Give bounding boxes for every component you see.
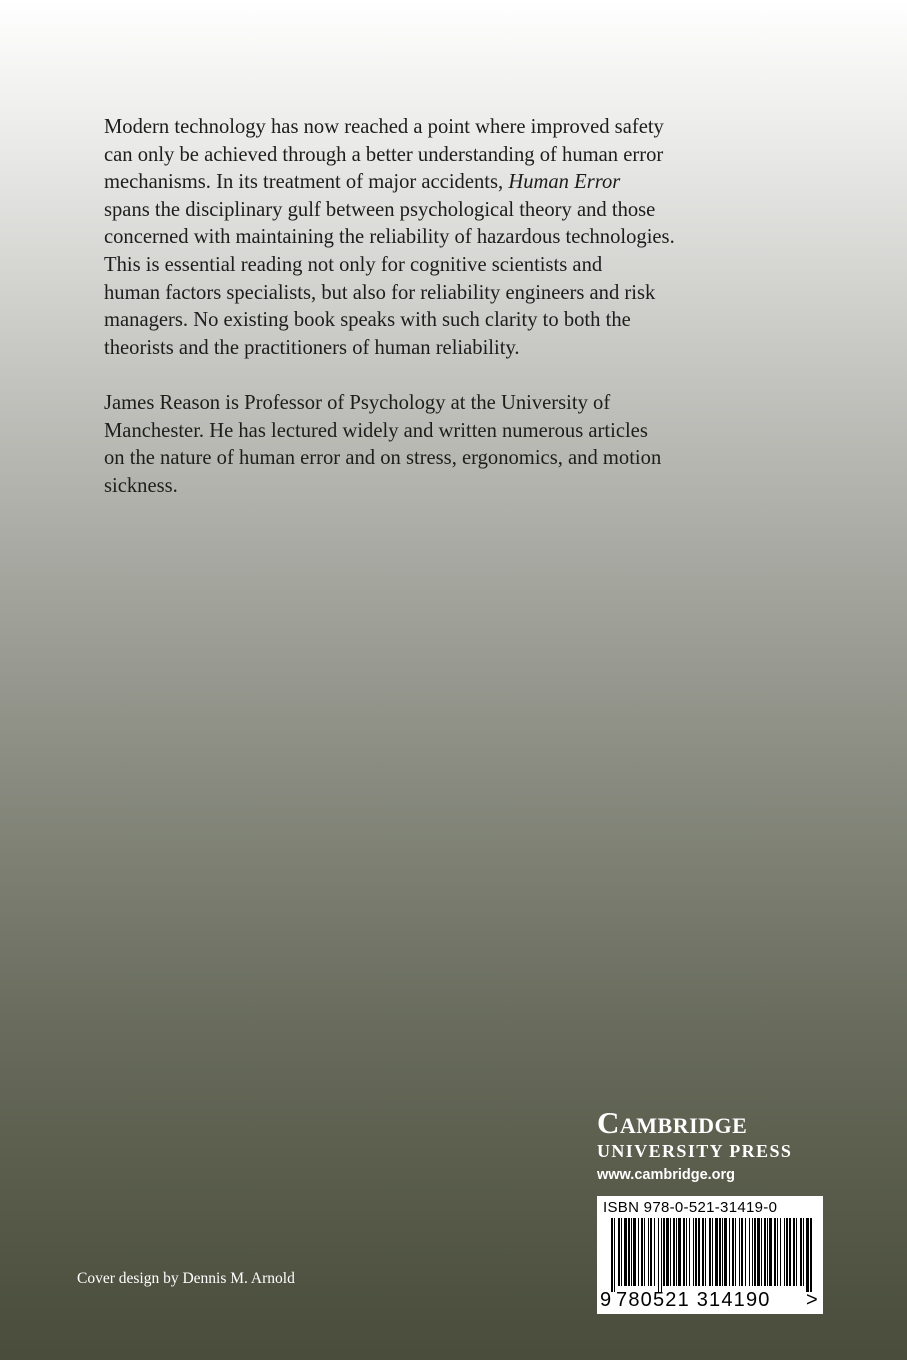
barcode-bar: [673, 1218, 675, 1286]
barcode-bar: [806, 1218, 809, 1292]
book-title: Human Error: [508, 171, 621, 194]
barcode-bar: [661, 1218, 662, 1292]
barcode-bar: [739, 1218, 740, 1286]
blurb-line: theorists and the practitioners of human reliability.: [104, 336, 520, 359]
publisher-name: Cambridge: [597, 1105, 748, 1140]
barcode-bar: [686, 1218, 687, 1286]
publisher-url: www.cambridge.org: [597, 1167, 736, 1183]
barcode-bar: [631, 1218, 632, 1286]
barcode-bar: [784, 1218, 785, 1286]
barcode-bar: [757, 1218, 760, 1286]
bio-line: Manchester. He has lectured widely and written numerous articles: [104, 419, 648, 442]
barcode-bar: [670, 1218, 671, 1286]
barcode-bar: [650, 1218, 652, 1286]
barcode-bar: [800, 1218, 802, 1286]
barcode-bar: [719, 1218, 721, 1286]
blurb-line: concerned with maintaining the reliability of hazardous technologies.: [104, 226, 675, 249]
ean-first-digit: 9: [600, 1289, 612, 1311]
barcode-bar: [745, 1218, 746, 1286]
author-bio: [104, 390, 784, 500]
barcode-bar: [777, 1218, 778, 1286]
barcode-bar: [648, 1218, 649, 1286]
barcode-bar: [678, 1218, 681, 1286]
barcode-bar: [624, 1218, 627, 1286]
barcode-bar: [654, 1218, 655, 1286]
blurb-line: managers. No existing book speaks with such clarity to both the: [104, 309, 631, 332]
barcode-bar: [644, 1218, 645, 1286]
bio-line: on the nature of human error and on stress, ergonomics, and motion: [104, 447, 662, 470]
barcode-bar: [724, 1218, 727, 1286]
publisher-logo: [597, 1106, 827, 1186]
barcode-bar: [786, 1218, 788, 1286]
barcode-bar: [705, 1218, 706, 1286]
book-description: [104, 114, 784, 362]
barcode-bar: [689, 1218, 690, 1286]
barcode-bar: [663, 1218, 665, 1286]
barcode-bar: [715, 1218, 718, 1286]
blurb-line: human factors specialists, but also for reliability engineers and risk: [104, 281, 656, 304]
barcode-bar: [761, 1218, 762, 1286]
barcode-bar: [789, 1218, 791, 1286]
barcode-bar: [722, 1218, 723, 1286]
bio-line: sickness.: [104, 474, 178, 497]
barcode-bar: [618, 1218, 620, 1286]
blurb-line: spans the disciplinary gulf between psychological theory and those: [104, 198, 656, 221]
barcode-bar: [796, 1218, 797, 1286]
barcode-bar: [793, 1218, 795, 1286]
blurb-line: Modern technology has now reached a point where improved safety: [104, 116, 664, 138]
barcode-bar: [638, 1218, 639, 1286]
publisher-subname: UNIVERSITY PRESS: [597, 1141, 793, 1161]
blurb-line: can only be achieved through a better understanding of human error: [104, 143, 664, 166]
barcode-bar: [752, 1218, 753, 1286]
ean-quiet-zone-arrow: >: [806, 1289, 818, 1311]
barcode-bar: [666, 1218, 669, 1286]
barcode-bar: [741, 1218, 743, 1286]
barcode-bar: [658, 1218, 659, 1292]
barcode-bar: [735, 1218, 736, 1286]
barcode-bar: [633, 1218, 636, 1286]
barcode-bar: [729, 1218, 730, 1286]
isbn-number: ISBN 978-0-521-31419-0: [603, 1199, 778, 1216]
barcode-bar: [641, 1218, 643, 1286]
barcode-bar: [683, 1218, 685, 1286]
barcode-bar: [780, 1218, 781, 1286]
ean-number: 780521 314190: [616, 1289, 771, 1311]
barcode-bar: [702, 1218, 704, 1286]
barcode-bar: [764, 1218, 766, 1286]
barcode-bar: [611, 1218, 613, 1292]
barcode-bar: [698, 1218, 700, 1286]
barcode-bar: [754, 1218, 756, 1286]
barcode-bar: [628, 1218, 630, 1286]
blurb-line-text: mechanisms. In its treatment of major accidents,: [104, 171, 509, 194]
barcode-bar: [614, 1218, 615, 1292]
blurb-line: This is essential reading not only for cognitive scientists and: [104, 253, 603, 276]
barcode-bar: [767, 1218, 768, 1286]
barcode-bar: [695, 1218, 697, 1286]
barcode-bar: [693, 1218, 694, 1286]
barcode-bar: [774, 1218, 776, 1286]
barcode-bar: [810, 1218, 812, 1292]
barcode-bar: [803, 1218, 804, 1286]
barcode-bar: [712, 1218, 713, 1286]
barcode-bar: [621, 1218, 622, 1286]
isbn-barcode: [597, 1196, 823, 1314]
cover-design-credit: Cover design by Dennis M. Arnold: [77, 1270, 295, 1287]
barcode-bar: [676, 1218, 677, 1286]
back-cover-blurb: [104, 114, 784, 500]
bio-line: James Reason is Professor of Psychology at the University of: [104, 391, 611, 414]
barcode-bar: [749, 1218, 750, 1286]
barcode-bar: [709, 1218, 711, 1286]
barcode-bar: [732, 1218, 734, 1286]
blurb-line: [104, 169, 784, 197]
barcode-bar: [769, 1218, 772, 1286]
